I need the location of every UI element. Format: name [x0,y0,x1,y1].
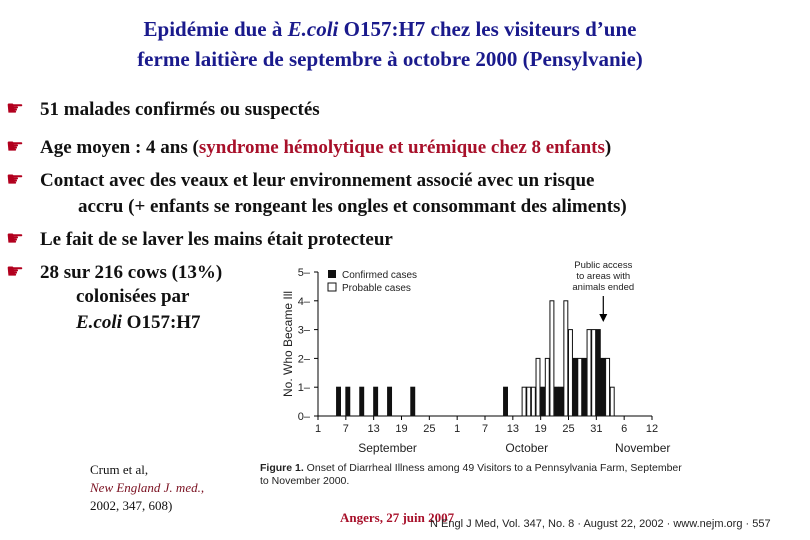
bar-confirmed [346,387,350,416]
y-axis-label: No. Who Became Ill [281,290,295,398]
y-tick-label: 1– [297,382,310,395]
bar-probable [587,330,591,416]
bar-confirmed [504,387,508,416]
bar-confirmed [541,387,545,416]
bar-probable [536,358,540,416]
bar-confirmed [337,387,341,416]
bar-confirmed [360,387,364,416]
annotation-line: animals ended [572,282,635,293]
citation-authors: Crum et al, [90,462,149,477]
pointing-hand-icon: ☛ [6,134,24,158]
x-tick-label: 6 [621,423,628,435]
bar-confirmed [374,387,378,416]
bar-probable [522,387,526,416]
bar-confirmed [582,358,586,416]
figure-caption: Figure 1. Onset of Diarrheal Illness among 49 Visitors to a Pennsylvania Farm, September to November 2000. [260,462,682,487]
x-tick-label: 19 [534,423,547,435]
x-tick-label: 12 [645,423,659,435]
chart-svg [270,256,810,456]
footer-place-date: Angers, 27 juin 2007 [340,510,455,525]
annotation-line: to areas with [576,271,631,282]
bullet-3-continuation: accru (+ enfants se rongeant les ongles et consommant des aliments) [78,196,627,217]
pointing-hand-icon: ☛ [6,226,24,250]
bullet-5: ☛ 28 sur 216 cows (13%) [6,259,223,283]
bar-confirmed [388,387,392,416]
month-label: September [358,441,417,455]
bar-confirmed [559,387,563,416]
pointing-hand-icon: ☛ [6,96,24,120]
bar-confirmed [555,387,559,416]
bullet-5-continuation-2: E.coli O157:H7 [76,312,201,333]
legend-swatch-probable [328,283,336,291]
month-label: October [505,441,549,455]
x-tick-label: 1 [314,423,322,435]
annotation-line: Public access [574,260,633,271]
x-tick-label: 7 [342,423,349,435]
pointing-hand-icon: ☛ [6,167,24,191]
y-tick-label: 4– [297,295,310,308]
bar-probable [569,330,573,416]
x-tick-label: 31 [590,423,603,435]
bullet-4: ☛ Le fait de se laver les mains était protecteur [6,226,393,250]
x-tick-label: 1 [454,423,461,435]
bar-probable [545,358,549,416]
bar-probable [606,358,610,416]
pointing-hand-icon: ☛ [6,259,24,283]
y-tick-label: 2– [297,353,310,366]
bar-confirmed [411,387,415,416]
y-tick-label: 3– [297,324,310,337]
bar-probable [564,301,568,416]
bar-probable [531,387,535,416]
arrow-head-icon [599,314,607,322]
x-tick-label: 25 [562,423,575,435]
bullet-5-continuation-1: colonisées par [76,286,190,307]
citation [90,461,204,515]
y-tick-label: 0– [297,411,310,423]
bar-probable [592,330,596,416]
bar-probable [610,387,614,416]
month-label: November [615,441,671,455]
bar-probable [527,387,531,416]
legend-swatch-confirmed [328,270,336,278]
legend-label-confirmed: Confirmed cases [342,270,418,281]
citation-ref: 2002, 347, 608) [90,498,173,513]
x-tick-label: 25 [423,423,436,435]
slide-title [0,14,780,74]
bar-probable [578,358,582,416]
title-line-2: ferme laitière de septembre à octobre 2000 (Pensylvanie) [137,47,643,71]
x-tick-label: 13 [367,423,380,435]
x-tick-label: 19 [395,423,408,435]
bar-probable [550,301,554,416]
x-tick-label: 13 [506,423,519,435]
title-line-1: Epidémie due à E.coli O157:H7 chez les visiteurs d’une [143,17,637,41]
bullet-2: ☛ Age moyen : 4 ans (syndrome hémolytique et urémique chez 8 enfants) [6,134,612,158]
legend-label-probable: Probable cases [342,283,411,294]
bullet-1: ☛ 51 malades confirmés ou suspectés [6,96,320,120]
citation-journal: New England J. med., [90,480,205,495]
nejm-footer: N Engl J Med, Vol. 347, No. 8 · August 22, 2002 · www.nejm.org · 557 [430,518,771,530]
bar-confirmed [596,330,600,416]
bar-confirmed [573,358,577,416]
bullet-3: ☛ Contact avec des veaux et leur environnement associé avec un risque [6,167,595,191]
epidemic-chart [270,256,810,540]
y-tick-label: 5– [297,267,310,279]
bar-confirmed [601,358,605,416]
x-tick-label: 7 [481,423,489,435]
